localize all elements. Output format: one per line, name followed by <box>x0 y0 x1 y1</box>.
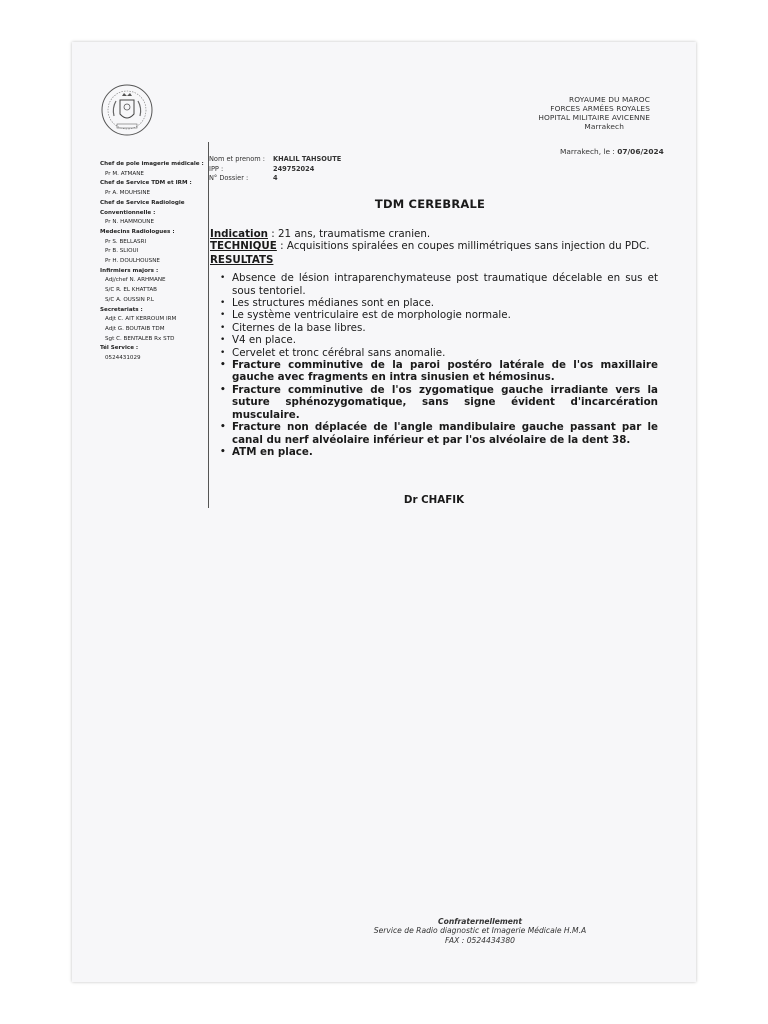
vertical-divider <box>208 142 209 508</box>
sidebar-name: Pr H. DOULHOUSNE <box>105 258 160 265</box>
sidebar-name: Pr S. BELLASRI <box>105 238 147 245</box>
patient-field-value: 249752024 <box>273 164 315 173</box>
patient-row <box>209 155 341 165</box>
patient-field-label: IPP : <box>209 164 224 173</box>
sidebar-name: Sgt C. BENTALEB Rx STD <box>105 335 175 342</box>
finding-item: • Fracture comminutive de la paroi postéro latérale de l'os maxillaire gauche avec fragments en intra sinusien et hémosinus. <box>218 359 658 384</box>
hospital-line: Marrakech <box>584 122 624 131</box>
sidebar-name: Pr B. SLIOUI <box>105 248 139 255</box>
patient-field-value: 4 <box>273 174 278 182</box>
finding-item: • Fracture non déplacée de l'angle mandibulaire gauche passant par le canal du nerf alvéolaire inférieur et par l'os alvéolaire de la dent 38. <box>218 421 658 446</box>
hospital-line: ROYAUME DU MAROC <box>569 95 650 104</box>
sidebar-heading: Chef de Service Radiologie <box>100 199 185 206</box>
finding-item: • Citernes de la base libres. <box>218 322 658 334</box>
signature: Dr CHAFIK <box>403 494 465 506</box>
finding-item: • Le système ventriculaire est de morphologie normale. <box>218 309 658 321</box>
technique-line <box>210 240 658 252</box>
sidebar-name: S/C A. OUSSIN P.L <box>105 296 155 303</box>
sidebar-heading: Chef de pole imagerie médicale : <box>100 161 204 167</box>
sidebar-name: Adj/chef N. ARHMANE <box>105 277 166 284</box>
technique-label: TECHNIQUE <box>210 240 277 253</box>
indication-line <box>210 228 658 240</box>
footer-line-1: Confraternellement <box>438 917 522 926</box>
hospital-header <box>450 95 650 131</box>
report-title: TDM CEREBRALE <box>374 197 486 211</box>
hospital-line: HOPITAL MILITAIRE AVICENNE <box>538 113 650 122</box>
royal-crest-icon <box>100 82 154 138</box>
sidebar-name: Pr M. ATMANE <box>105 170 144 177</box>
patient-field-label: N° Dossier : <box>209 174 249 182</box>
patient-row <box>209 165 341 175</box>
date-value: 07/06/2024 <box>617 147 664 156</box>
technique-text: : Acquisitions spiralées en coupes millimétriques sans injection du PDC. <box>276 240 650 253</box>
indication-label: Indication <box>210 228 268 240</box>
sidebar-name: S/C R. EL KHATTAB <box>105 287 158 294</box>
date-label: Marrakech, le : <box>560 147 615 156</box>
results-heading: RESULTATS <box>210 253 274 266</box>
patient-field-label: Nom et prenom : <box>209 155 265 163</box>
footer-line-2: Service de Radio diagnostic et Imagerie Médicale H.M.A <box>373 926 587 936</box>
sidebar-heading: Chef de Service TDM et IRM : <box>100 180 192 187</box>
staff-sidebar <box>100 160 205 364</box>
finding-item: • Cervelet et tronc cérébral sans anomalie. <box>218 347 658 359</box>
footer-line-3: FAX : 0524434380 <box>444 935 516 945</box>
finding-item: • Fracture comminutive de l'os zygomatique gauche irradiante vers la suture sphénozygomatique, sans signe évident d'incarcération musculaire. <box>218 384 658 421</box>
indication-text: : 21 ans, traumatisme cranien. <box>267 228 431 240</box>
finding-item: • Les structures médianes sont en place. <box>218 297 658 309</box>
sidebar-heading: Tél Service : <box>100 345 139 352</box>
finding-item: • V4 en place. <box>218 334 658 346</box>
footer <box>330 917 630 945</box>
patient-field-value: KHALIL TAHSOUTE <box>273 155 342 163</box>
finding-item: • Absence de lésion intraparenchymateuse post traumatique décelable en sus et sous tentoriel. <box>218 272 658 297</box>
patient-info <box>209 155 341 184</box>
sidebar-heading: Infirmiers majors : <box>100 267 159 274</box>
sidebar-heading: Medecins Radiologues : <box>100 228 175 235</box>
sidebar-name: Pr N. HAMMOUNE <box>105 219 154 226</box>
sidebar-heading: Secretariats : <box>100 306 143 313</box>
findings-list <box>218 272 658 458</box>
patient-row <box>209 174 341 184</box>
finding-item: • ATM en place. <box>218 446 658 458</box>
sidebar-heading: Conventionnelle : <box>100 209 156 216</box>
sidebar-name: 0524431029 <box>105 355 141 362</box>
sidebar-name: Adjt G. BOUTAIB TDM <box>105 325 165 332</box>
report-date <box>560 147 664 156</box>
report-body <box>210 228 658 458</box>
hospital-line: FORCES ARMÉES ROYALES <box>550 104 650 113</box>
sidebar-name: Pr A. MOUHSINE <box>105 190 151 197</box>
sidebar-name: Adjt C. AIT KERROUM IRM <box>105 316 177 323</box>
